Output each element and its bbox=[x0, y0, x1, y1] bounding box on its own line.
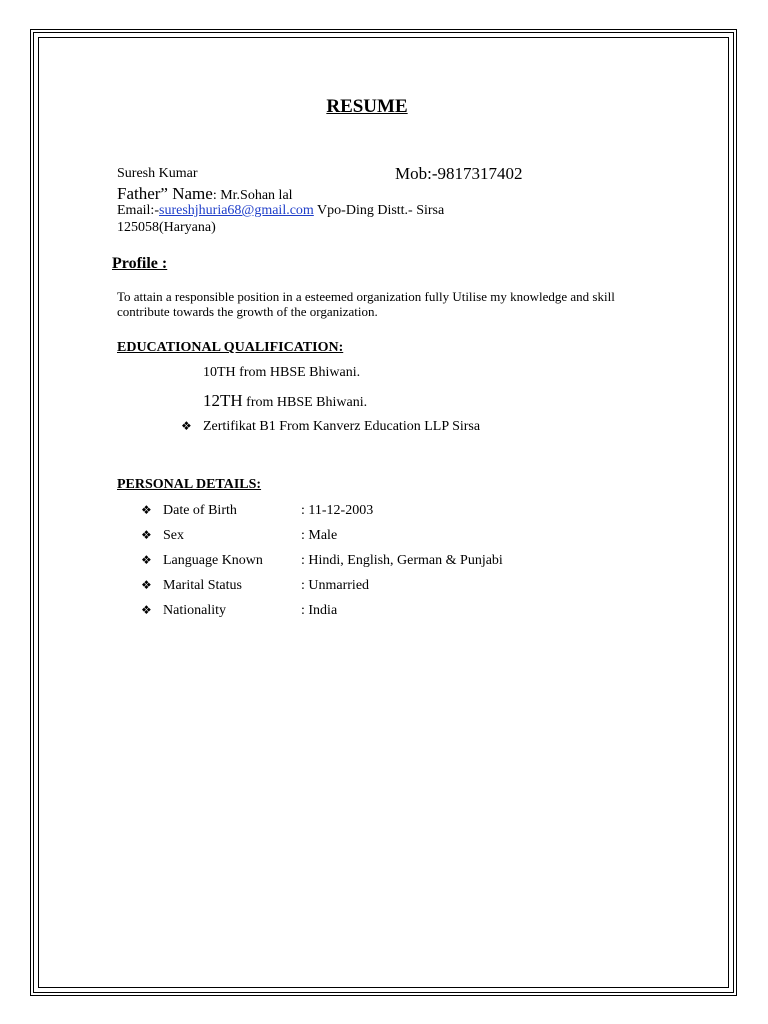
profile-heading: Profile : bbox=[112, 255, 168, 272]
personal-value: : Hindi, English, German & Punjabi bbox=[301, 553, 503, 568]
personal-label: Marital Status bbox=[163, 578, 242, 593]
email-address-line bbox=[117, 203, 444, 219]
education-12th-board: from HBSE Bhiwani. bbox=[242, 395, 368, 410]
diamond-bullet-icon: ❖ bbox=[141, 603, 152, 617]
father-label: Father” Name bbox=[117, 184, 213, 203]
profile-text: To attain a responsible position in a esteemed organization fully Utilise my knowledge and skill contribute towards the growth of the organization. bbox=[117, 289, 615, 319]
candidate-name: Suresh Kumar bbox=[117, 166, 198, 181]
personal-row-nationality bbox=[141, 603, 337, 619]
education-heading: EDUCATIONAL QUALIFICATION: bbox=[117, 340, 344, 355]
father-name: : Mr.Sohan lal bbox=[212, 188, 293, 203]
email-label: Email:- bbox=[117, 203, 159, 218]
personal-row-sex bbox=[141, 528, 337, 544]
education-item-10th: 10TH from HBSE Bhiwani. bbox=[203, 365, 361, 380]
father-name-line bbox=[117, 184, 293, 204]
personal-value: : 11-12-2003 bbox=[301, 503, 374, 518]
personal-details-heading: PERSONAL DETAILS: bbox=[117, 477, 262, 492]
diamond-bullet-icon: ❖ bbox=[141, 528, 152, 542]
address-line-1: Vpo-Ding Distt.- Sirsa bbox=[313, 203, 445, 218]
education-certificate-text: Zertifikat B1 From Kanverz Education LLP Sirsa bbox=[203, 419, 481, 434]
personal-label: Date of Birth bbox=[163, 503, 237, 518]
personal-row-language bbox=[141, 553, 503, 569]
personal-label: Nationality bbox=[163, 603, 226, 618]
personal-label: Sex bbox=[163, 528, 184, 543]
personal-row-marital-status bbox=[141, 578, 369, 594]
education-item-certificate bbox=[181, 419, 480, 435]
personal-label: Language Known bbox=[163, 553, 263, 568]
personal-value: : India bbox=[301, 603, 338, 618]
resume-title: RESUME bbox=[326, 96, 408, 117]
address-line-2: 125058(Haryana) bbox=[117, 220, 216, 235]
personal-value: : Male bbox=[301, 528, 338, 543]
diamond-bullet-icon: ❖ bbox=[141, 578, 152, 592]
education-12th-grade: 12TH bbox=[203, 391, 243, 410]
diamond-bullet-icon: ❖ bbox=[181, 419, 192, 433]
personal-row-dob bbox=[141, 503, 373, 519]
personal-value: : Unmarried bbox=[301, 578, 370, 593]
education-item-12th bbox=[203, 391, 367, 411]
email-link[interactable]: sureshjhuria68@gmail.com bbox=[159, 203, 314, 218]
diamond-bullet-icon: ❖ bbox=[141, 503, 152, 517]
diamond-bullet-icon: ❖ bbox=[141, 553, 152, 567]
mobile-number: Mob:-9817317402 bbox=[395, 164, 523, 183]
